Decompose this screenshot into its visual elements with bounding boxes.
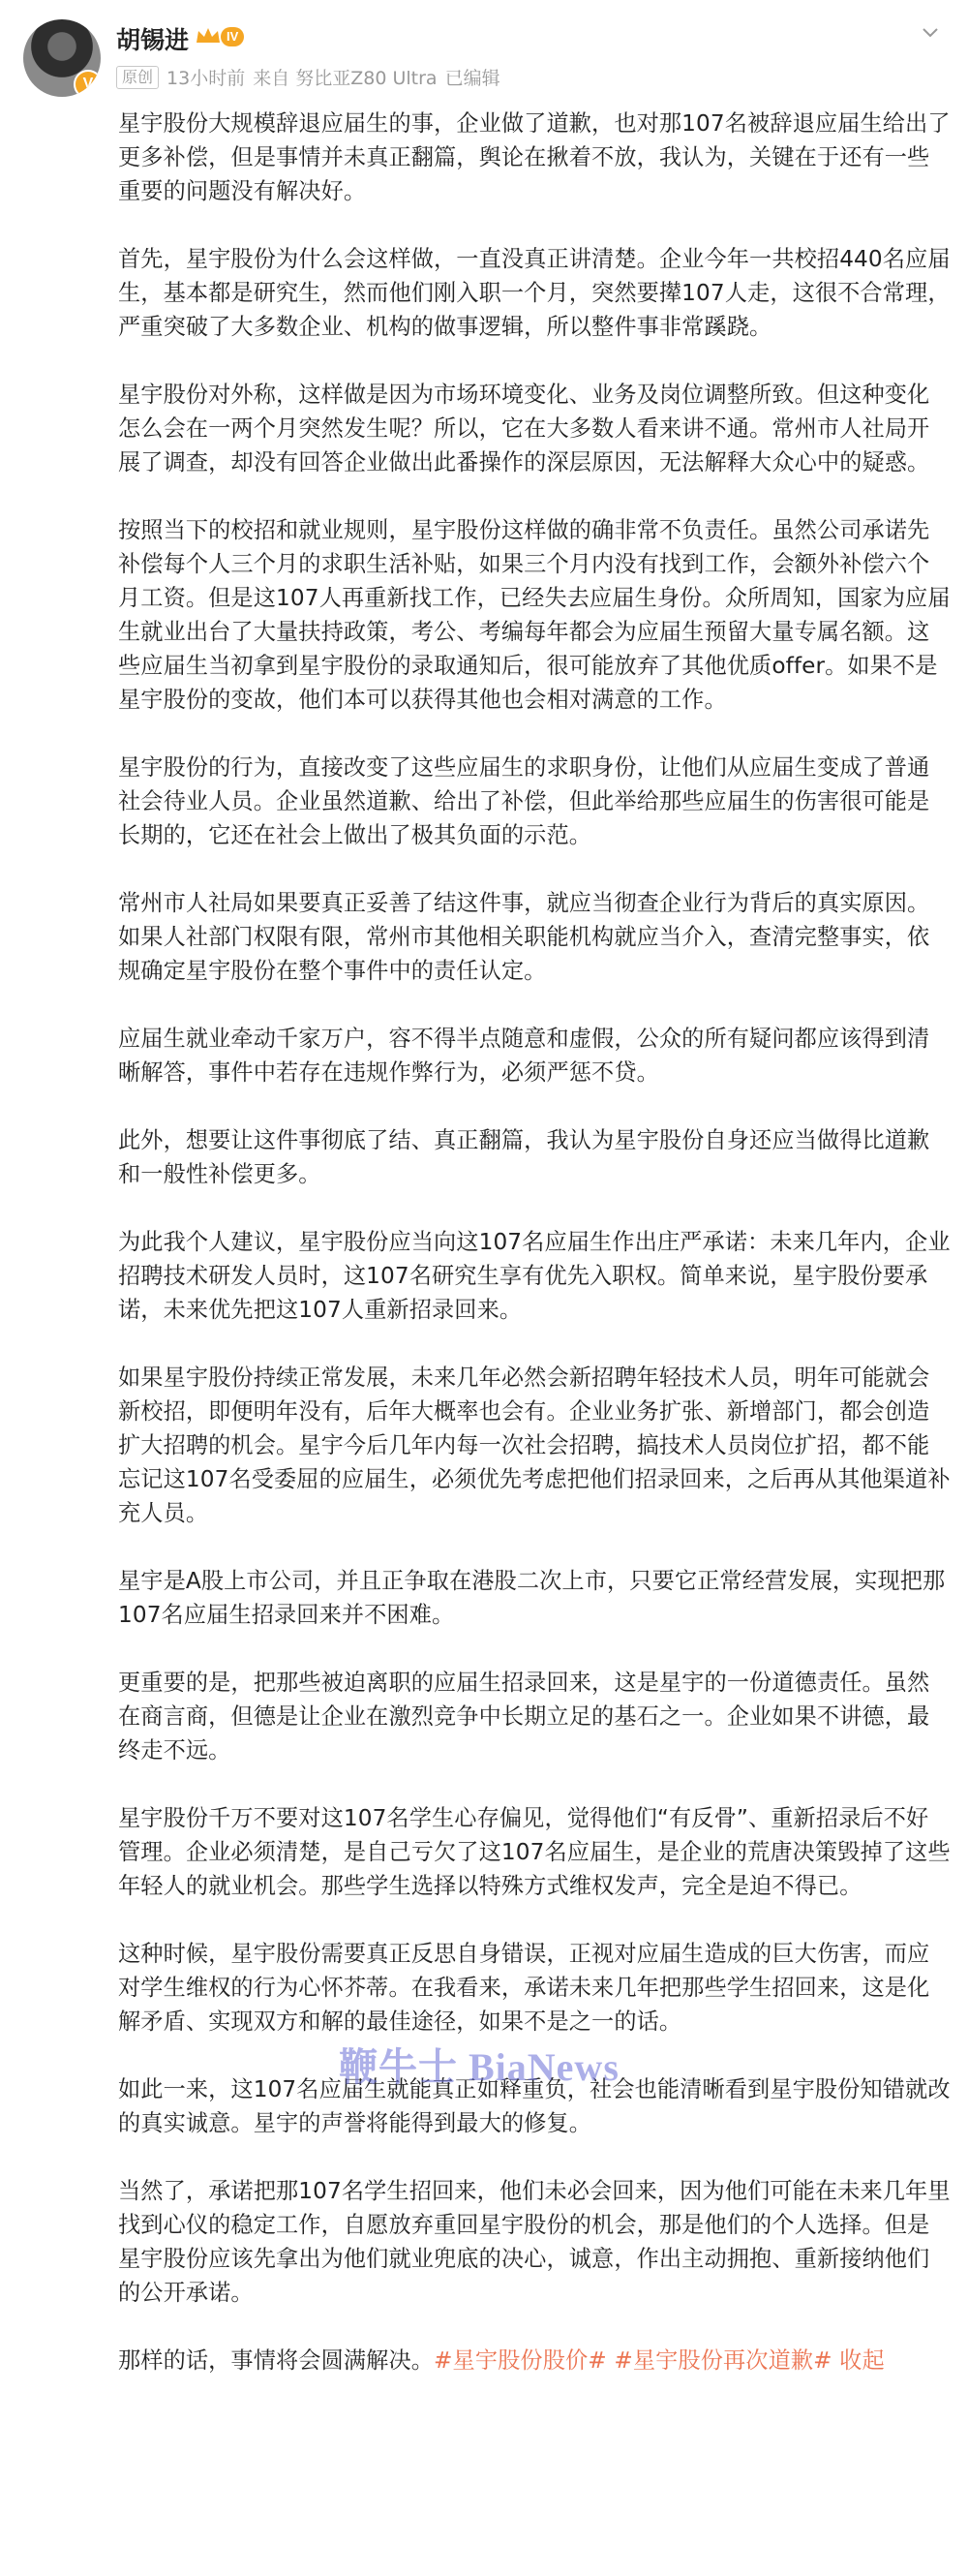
original-tag: 原创 [116,66,159,89]
post-paragraph: 应届生就业牵动千家万户，容不得半点随意和虚假，公众的所有疑问都应该得到清晰解答，事件中若存在违规作弊行为，必须严惩不贷。 [118,1026,930,1086]
username[interactable]: 胡锡进 [116,26,190,54]
post-paragraph: 星宇股份对外称，这样做是因为市场环境变化、业务及岗位调整所致。但这种变化怎么会在一两个月突然发生呢？所以，它在大多数人看来讲不通。常州市人社局开展了调查，却没有回答企业做出此番操作的深层原因，无法解释大众心中的疑惑。 [118,382,930,475]
hashtag-link[interactable]: #星宇股份再次道歉# [614,2347,832,2374]
post-paragraph: 星宇股份千万不要对这107名学生心存偏见，觉得他们“有反骨”、重新招录后不好管理。企业必须清楚，是自己亏欠了这107名应届生，是企业的荒唐决策毁掉了这些年轻人的就业机会。那些学生选择以特殊方式维权发声，完全是迫不得已。 [118,1805,951,1899]
chevron-down-icon[interactable] [920,21,941,43]
post-paragraph: 此外，想要让这件事彻底了结、真正翻篇，我认为星宇股份自身还应当做得比道歉和一般性补偿更多。 [118,1127,930,1187]
post-paragraph: 如果星宇股份持续正常发展，未来几年必然会新招聘年轻技术人员，明年可能就会新校招，即便明年没有，后年大概率也会有。企业业务扩张、新增部门，都会创造扩大招聘的机会。星宇今后几年内每一次社会招聘，搞技术人员岗位扩招，都不能忘记这107名受委屈的应届生，必须优先考虑把他们招录回来，之后再从其他渠道补充人员。 [118,1365,951,1526]
post-time: 13小时前 [166,68,246,89]
post-source: 来自 努比亚Z80 Ultra [253,68,438,89]
hashtag-link[interactable]: #星宇股份股价# [434,2347,607,2374]
post-paragraph: 更重要的是，把那些被迫离职的应届生招录回来，这是星宇的一份道德责任。虽然在商言商，但德是让企业在激烈竞争中长期立足的基石之一。企业如果不讲德，最终走不远。 [118,1670,930,1763]
user-level-badge: IV [221,27,244,46]
post-paragraph: 星宇是A股上市公司，并且正争取在港股二次上市，只要它正常经营发展，实现把那107名应届生招录回来并不困难。 [118,1568,946,1628]
watermark-logo: 鞭牛士 BiaNews [339,2045,620,2089]
edited-label: 已编辑 [444,68,500,89]
post-paragraph: 如此一来，这107名应届生就能真正如释重负，社会也能清晰看到星宇股份知错就改的真实诚意。星宇的声誉将能得到最大的修复。 [118,2076,951,2136]
post-paragraph: 当然了，承诺把那107名学生招回来，他们未必会回来，因为他们可能在未来几年里找到心仪的稳定工作，自愿放弃重回星宇股份的机会，那是他们的个人选择。但是星宇股份应该先拿出为他们就业兜底的决心，诚意，作出主动拥抱、重新接纳他们的公开承诺。 [118,2178,951,2306]
post-paragraph: 这种时候，星宇股份需要真正反思自身错误，正视对应届生造成的巨大伤害，而应对学生维权的行为心怀芥蒂。在我看来，承诺未来几年把那些学生招回来，这是化解矛盾、实现双方和解的最佳途径，如果不是之一的话。 [118,1941,930,2035]
crown-icon [194,25,223,46]
avatar[interactable] [23,19,101,97]
post-header [0,0,968,92]
post-paragraph: 为此我个人建议，星宇股份应当向这107名应届生作出庄严承诺：未来几年内，企业招聘技术研发人员时，这107名研究生享有优先入职权。简单来说，星宇股份要承诺，未来优先把这107人重新招录回来。 [118,1229,951,1323]
post-meta [116,64,508,90]
last-line-text: 那样的话，事情将会圆满解决。 [118,2347,435,2374]
post-paragraph: 星宇股份大规模辞退应届生的事，企业做了道歉，也对那107名被辞退应届生给出了更多补偿，但是事情并未真正翻篇，舆论在揪着不放，我认为，关键在于还有一些重要的问题没有解决好。 [118,110,951,204]
post-paragraph: 首先，星宇股份为什么会这样做，一直没真正讲清楚。企业今年一共校招440名应届生，基本都是研究生，然而他们刚入职一个月，突然要撵107人走，这很不合常理，严重突破了大多数企业、机构的做事逻辑，所以整件事非常蹊跷。 [118,246,951,340]
verified-badge-icon: V [74,70,101,97]
post-paragraph: 按照当下的校招和就业规则，星宇股份这样做的确非常不负责任。虽然公司承诺先补偿每个人三个月的求职生活补贴，如果三个月内没有找到工作，会额外补偿六个月工资。但是这107人再重新找工作，已经失去应届生身份。众所周知，国家为应届生就业出台了大量扶持政策，考公、考编每年都会为应届生预留大量专属名额。这些应届生当初拿到星宇股份的录取通知后，很可能放弃了其他优质offer。如果不是星宇股份的变故，他们本可以获得其他也会相对满意的工作。 [118,517,951,713]
post-paragraph: 常州市人社局如果要真正妥善了结这件事，就应当彻查企业行为背后的真实原因。如果人社部门权限有限，常州市其他相关职能机构就应当介入，查清完整事实，依规确定星宇股份在整个事件中的责任认定。 [118,890,930,984]
post-paragraph: 星宇股份的行为，直接改变了这些应届生的求职身份，让他们从应届生变成了普通社会待业人员。企业虽然道歉、给出了补偿，但此举给那些应届生的伤害很可能是长期的，它还在社会上做出了极其负面的示范。 [118,754,930,848]
post-last-line [118,2344,951,2377]
collapse-link[interactable]: 收起 [839,2347,885,2374]
